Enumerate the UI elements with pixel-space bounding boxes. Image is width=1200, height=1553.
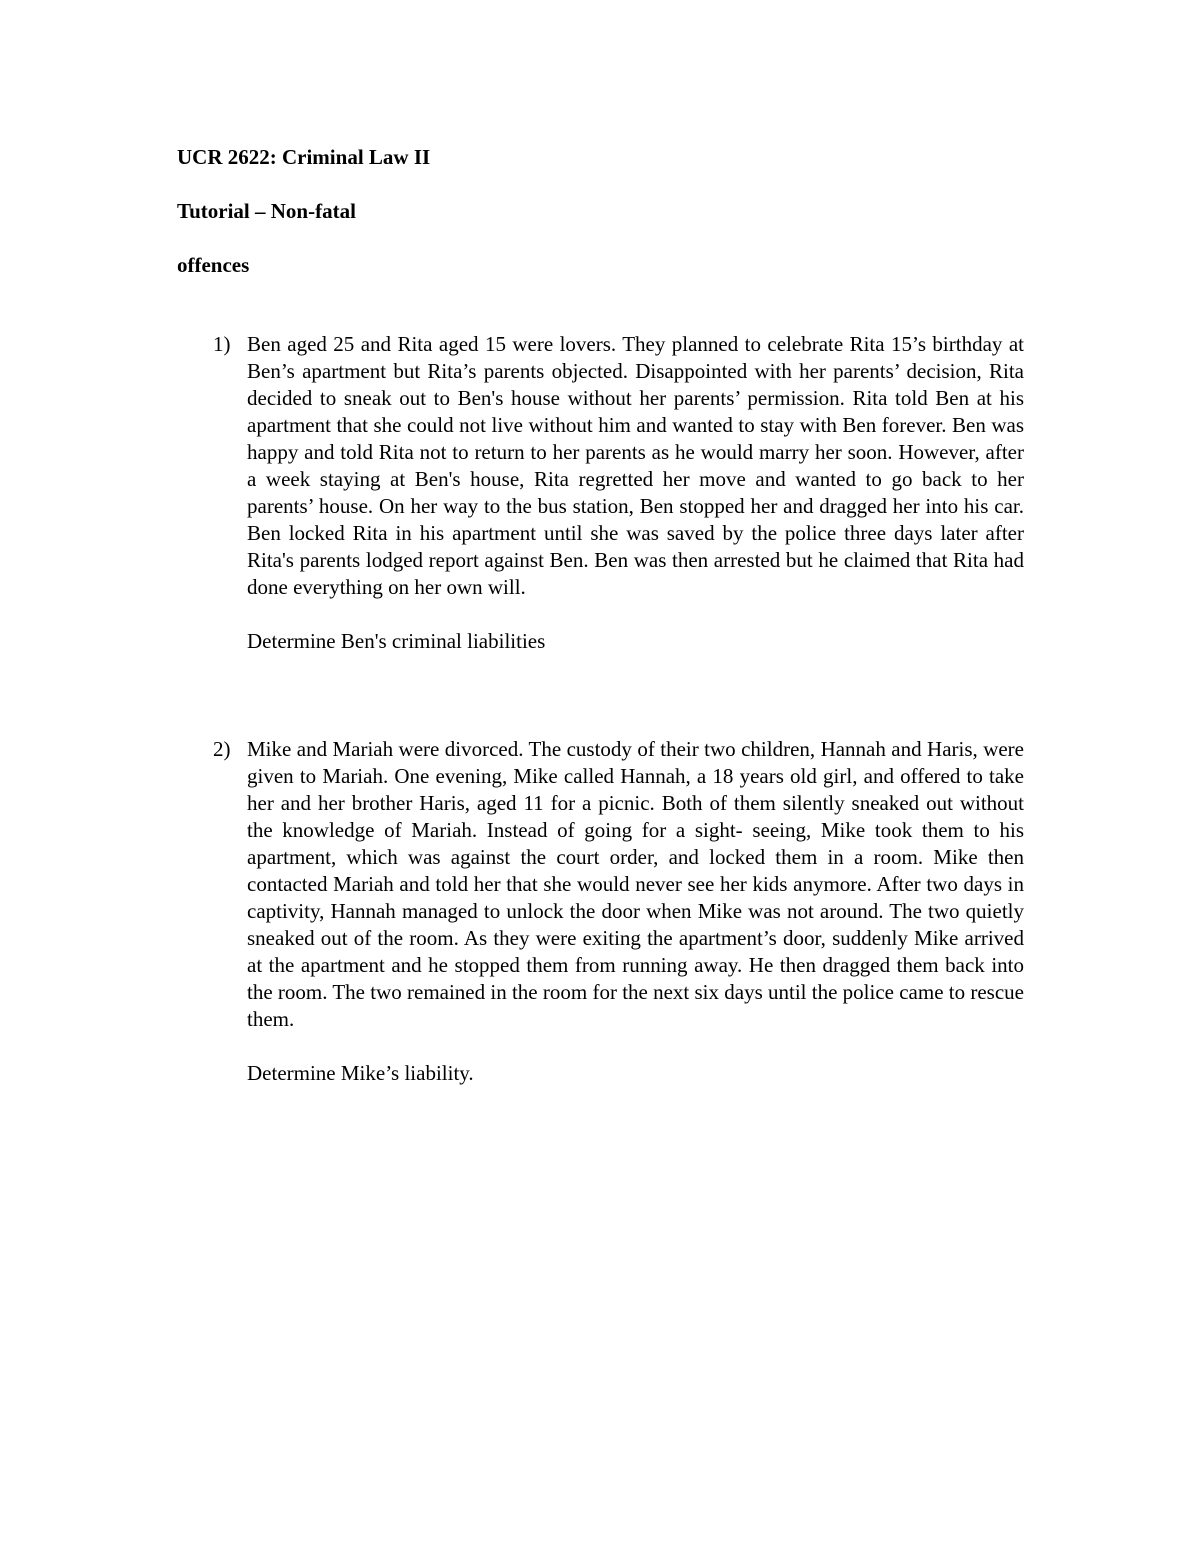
tutorial-title: Tutorial – Non-fatal [177, 199, 356, 223]
question-task: Determine Mike’s liability. [247, 1061, 474, 1085]
course-title: UCR 2622: Criminal Law II [177, 145, 431, 169]
question-1 [213, 331, 1025, 655]
question-text: Ben aged 25 and Rita aged 15 were lovers. They planned to celebrate Rita 15’s birthday at Ben’s apartment but Rita’s parents objected. Disappointed with her parents’ decision, Rita decided to sneak out to Ben's house without her parents’ permission. Rita told Ben at his apartment that she could not live without him and wanted to stay with Ben forever. Ben was happy and told Rita not to return to her parents as he would marry her soon. However, after a week staying at Ben's house, Rita regretted her move and wanted to go back to her parents’ house. On her way to the bus station, Ben stopped her and dragged her into his car. Ben locked Rita in his apartment until she was saved by the police three days later after Rita's parents lodged report against Ben. Ben was then arrested but he claimed that Rita had done everything on her own will. [247, 332, 1024, 599]
question-text: Mike and Mariah were divorced. The custody of their two children, Hannah and Haris, were given to Mariah. One evening, Mike called Hannah, a 18 years old girl, and offered to take her and her brother Haris, aged 11 for a picnic. Both of them silently sneaked out without the knowledge of Mariah. Instead of going for a sight- seeing, Mike took them to his apartment, which was against the court order, and locked them in a room. Mike then contacted Mariah and told her that she would never see her kids anymore. After two days in captivity, Hannah managed to unlock the door when Mike was not around. The two quietly sneaked out of the room. As they were exiting the apartment’s door, suddenly Mike arrived at the apartment and he stopped them from running away. He then dragged them back into the room. The two remained in the room for the next six days until the police came to rescue them. [247, 737, 1024, 1031]
question-number: 1) [213, 332, 231, 356]
question-task: Determine Ben's criminal liabilities [247, 629, 546, 653]
question-number: 2) [213, 737, 231, 761]
tutorial-subtitle: offences [177, 253, 250, 277]
question-2 [213, 736, 1025, 1087]
